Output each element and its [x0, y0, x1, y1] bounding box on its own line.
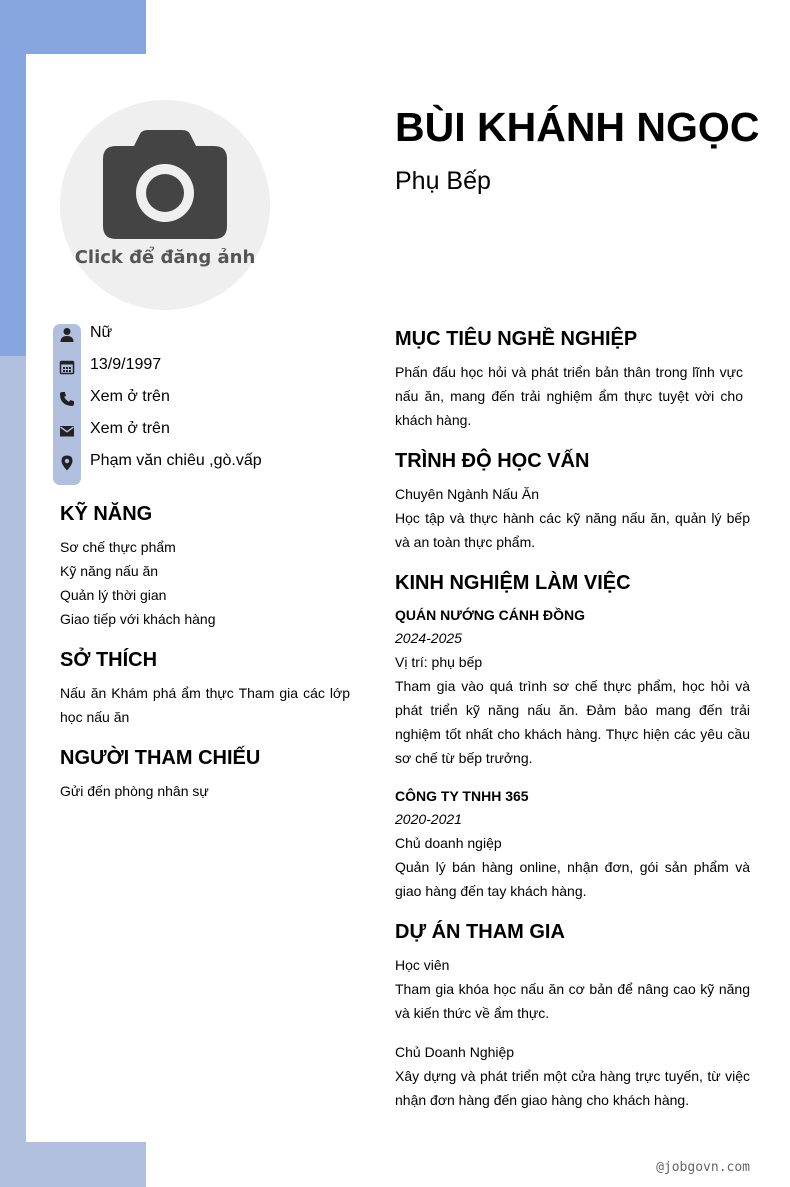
contact-phone-value: Xem ở trên	[90, 388, 170, 405]
contact-phone	[53, 385, 353, 417]
job-period: 2020-2021	[395, 811, 462, 827]
job-company: CÔNG TY TNHH 365	[395, 788, 529, 804]
education-description: Học tập và thực hành các kỹ năng nấu ăn, quản lý bếp và an toàn thực phẩm.	[395, 510, 750, 550]
contact-email-value: Xem ở trên	[90, 420, 170, 437]
job-company: QUÁN NƯỚNG CÁNH ĐỒNG	[395, 607, 585, 623]
objective-text: Phấn đấu học hỏi và phát triển bản thân trong lĩnh vực nấu ăn, mang đến trải nghiệm ẩm thực tuyệt vời cho khách hàng.	[395, 364, 743, 428]
contact-birthday	[53, 353, 353, 385]
contact-gender	[53, 321, 353, 353]
contact-birthday-value: 13/9/1997	[90, 356, 162, 373]
hobbies-heading: SỞ THÍCH	[60, 649, 158, 671]
references-heading: NGƯỜI THAM CHIẾU	[60, 747, 261, 769]
objective-heading: MỤC TIÊU NGHỀ NGHIỆP	[395, 328, 638, 350]
project-description: Xây dựng và phát triển một cửa hàng trực tuyến, từ việc nhận đơn hàng đến giao hàng cho khách hàng.	[395, 1068, 750, 1108]
job-period: 2024-2025	[395, 630, 462, 646]
job-description: Tham gia vào quá trình sơ chế thực phẩm, học hỏi và phát triển kỹ năng nấu ăn. Đảm bảo mang đến trải nghiệm tốt nhất cho khách hàng. Thực hiện các yêu cầu sơ chế từ bếp trưởng.	[395, 678, 750, 766]
calendar-icon	[59, 359, 75, 375]
contact-address-value: Phạm văn chiêu ,gò.vấp	[90, 452, 262, 469]
email-icon	[59, 423, 75, 439]
hobbies-text: Nấu ăn Khám phá ẩm thực Tham gia các lớp học nấu ăn	[60, 685, 350, 725]
project-role: Học viên	[395, 957, 450, 973]
job-position: Vị trí: phụ bếp	[395, 654, 483, 670]
project-role: Chủ Doanh Nghiệp	[395, 1044, 515, 1060]
experience-heading: KINH NGHIỆM LÀM VIỆC	[395, 572, 631, 594]
avatar-upload-label: Click để đăng ảnh	[74, 247, 256, 268]
education-heading: TRÌNH ĐỘ HỌC VẤN	[395, 450, 590, 472]
contact-email	[53, 417, 353, 449]
job-position: Chủ doanh ngiệp	[395, 835, 502, 851]
job-title: Phụ Bếp	[395, 167, 491, 195]
job-description: Quản lý bán hàng online, nhận đơn, gói sản phẩm và giao hàng đến tay khách hàng.	[395, 859, 750, 899]
location-icon	[59, 455, 75, 471]
avatar-upload[interactable]	[60, 100, 270, 310]
candidate-name: BÙI KHÁNH NGỌC	[395, 104, 760, 150]
contact-gender-value: Nữ	[90, 324, 113, 341]
references-text: Gửi đến phòng nhân sự	[60, 783, 209, 799]
skill-item: Kỹ năng nấu ăn	[60, 563, 159, 579]
education-major: Chuyên Ngành Nấu Ăn	[395, 486, 539, 502]
person-icon	[59, 327, 75, 343]
phone-icon	[59, 391, 75, 407]
skill-item: Sơ chế thực phẩm	[60, 539, 176, 555]
skill-item: Quản lý thời gian	[60, 587, 167, 603]
project-description: Tham gia khóa học nấu ăn cơ bản để nâng cao kỹ năng và kiến thức về ẩm thực.	[395, 981, 750, 1021]
projects-heading: DỰ ÁN THAM GIA	[395, 921, 565, 943]
contact-address	[53, 449, 353, 481]
skills-heading: KỸ NĂNG	[60, 503, 153, 525]
skill-item: Giao tiếp với khách hàng	[60, 611, 216, 627]
site-watermark: @jobgovn.com	[656, 1160, 750, 1175]
camera-icon	[102, 130, 228, 240]
